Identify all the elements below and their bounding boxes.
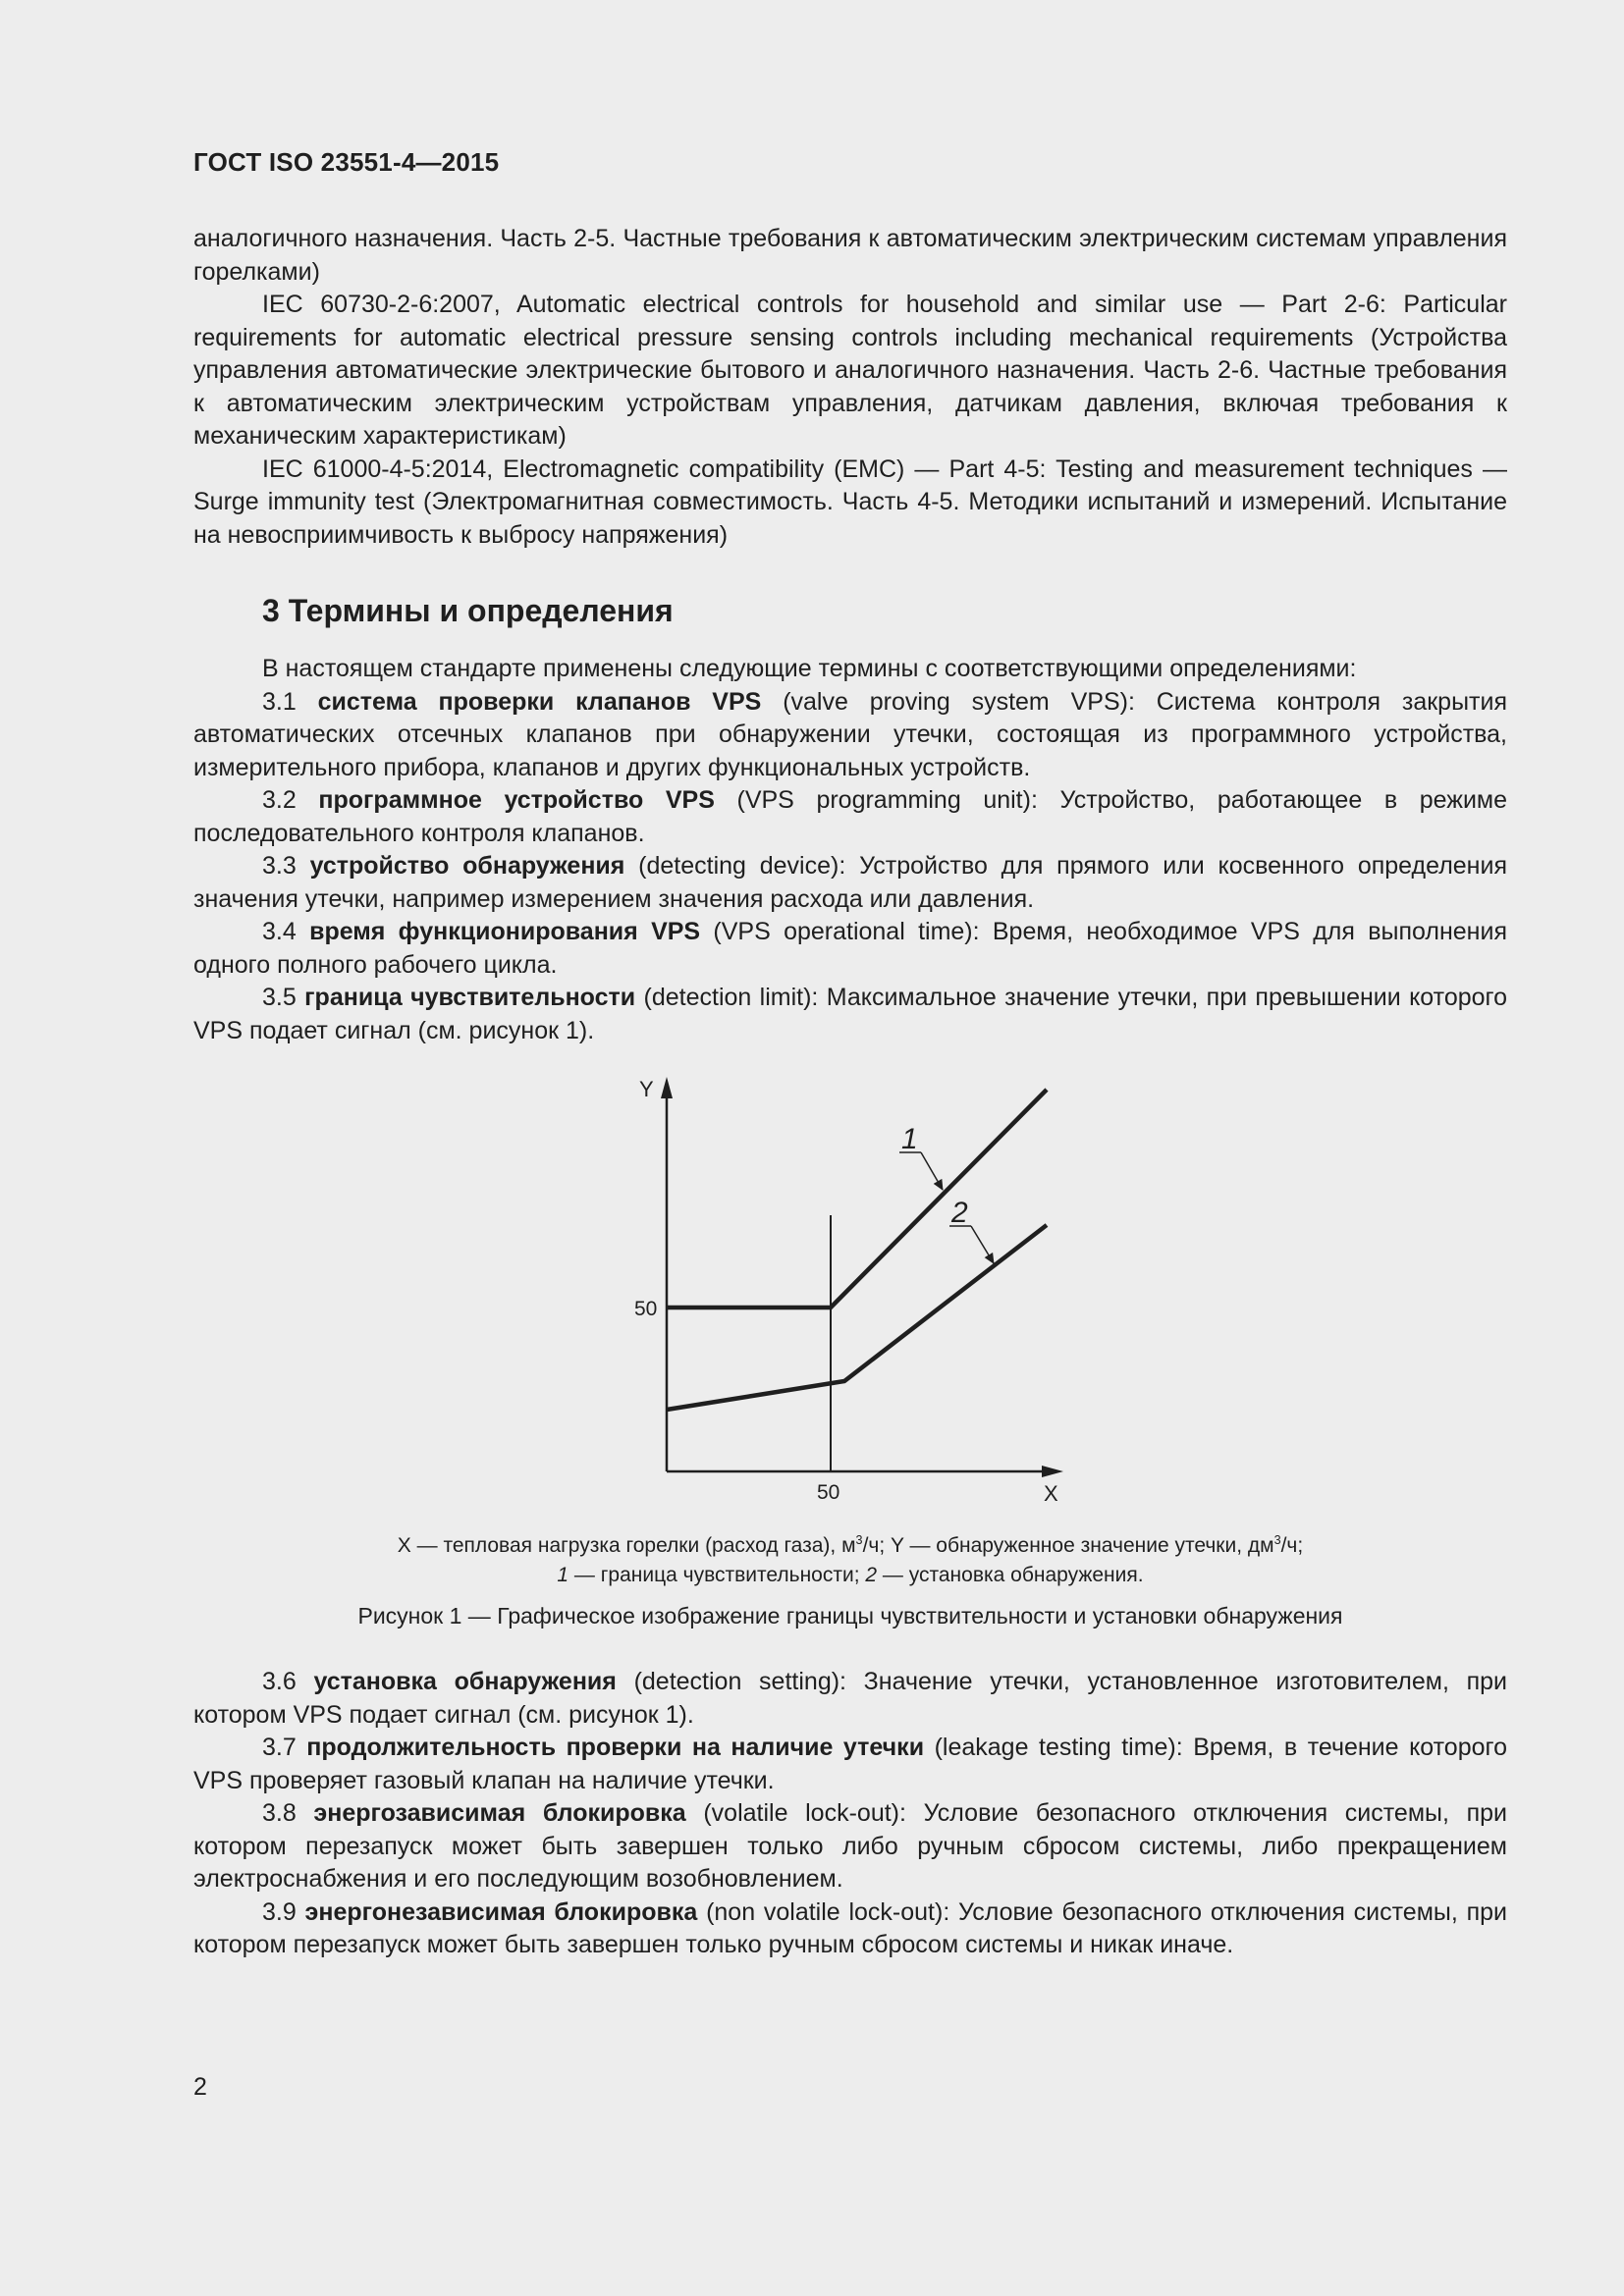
term-3-3: 3.3 устройство обнаружения (detecting device): Устройство для прямого или косвенного определения значения утечки, например измерением значения расхода или давления. — [193, 852, 1507, 913]
standard-header: ГОСТ ISO 23551-4—2015 — [193, 147, 500, 177]
page-number: 2 — [193, 2073, 207, 2101]
term-3-8: 3.8 энергозависимая блокировка (volatile lock-out): Условие безопасного отключения системы, при котором перезапуск может быть завершен только либо ручным сбросом системы, либо прекращением электроснабжения и его последующим возобновлением. — [193, 1799, 1507, 1893]
reference-paragraph: аналогичного назначения. Часть 2-5. Частные требования к автоматическим электрическим системам управления горелками) — [193, 225, 1507, 286]
term-3-6: 3.6 установка обнаружения (detection setting): Значение утечки, установленное изготовителем, при котором VPS подает сигнал (см. рисунок 1). — [193, 1668, 1507, 1729]
y-tick-50: 50 — [634, 1298, 658, 1320]
x-axis-label: X — [1044, 1481, 1058, 1506]
figure-legend — [193, 1531, 1507, 1590]
term-3-4: 3.4 время функционирования VPS (VPS operational time): Время, необходимое VPS для выполнения одного полного рабочего цикла. — [193, 918, 1507, 979]
figure-caption: Рисунок 1 — Графическое изображение границы чувствительности и установки обнаружения — [357, 1603, 1343, 1629]
term-3-7: 3.7 продолжительность проверки на наличие утечки (leakage testing time): Время, в течение которого VPS проверяет газовый клапан на наличие утечки. — [193, 1734, 1507, 1794]
y-axis-label: Y — [639, 1077, 654, 1101]
y-axis-arrow-icon — [661, 1077, 673, 1098]
term-3-2: 3.2 программное устройство VPS (VPS programming unit): Устройство, работающее в режиме последовательного контроля клапанов. — [193, 786, 1508, 847]
term-3-9: 3.9 энергонезависимая блокировка (non volatile lock-out): Условие безопасного отключения системы, при котором перезапуск может быть завершен только ручным сбросом системы и никак иначе. — [193, 1897, 1507, 1958]
term-3-1: 3.1 система проверки клапанов VPS (valve proving system VPS): Система контроля закрытия автоматических отсечных клапанов при обнаружении утечки, состоящая из программного устройства, измерительного прибора, клапанов и других функциональных устройств. — [193, 687, 1508, 781]
curve-2-label: 2 — [951, 1197, 968, 1229]
terms-block-a — [193, 653, 1507, 1047]
figure-1 — [0, 1065, 1624, 1507]
curve-2-detection-setting — [667, 1225, 1047, 1410]
reference-paragraph: IEC 61000-4-5:2014, Electromagnetic compatibility (EMC) — Part 4-5: Testing and measurement techniques — Surge immunity test (Электромагнитная совместимость. Часть 4-5. Методики испытаний и измерений. Испытание на невосприимчивость к выбросу напряжения) — [193, 454, 1507, 549]
label-2-leader — [971, 1226, 994, 1263]
label-1-leader — [921, 1152, 943, 1190]
x-axis-arrow-icon — [1042, 1466, 1063, 1477]
terms-block-b — [193, 1666, 1507, 1962]
x-tick-50: 50 — [817, 1481, 840, 1504]
curve-1-detection-limit — [667, 1090, 1047, 1308]
term-3-5: 3.5 граница чувствительности (detection limit): Максимальное значение утечки, при превышении которого VPS подает сигнал (см. рисунок 1). — [193, 984, 1508, 1044]
legend-line-1: X — тепловая нагрузка горелки (расход газа), $м^3/ч$; Y — обнаруженное значение утечки, $дм^3/ч$; — [397, 1533, 1304, 1557]
section-intro: В настоящем стандарте применены следующие термины с соответствующими определениями: — [262, 655, 1357, 682]
reference-paragraph: IEC 60730-2-6:2007, Automatic electrical controls for household and similar use — Part 2-6: Particular requirements for automatic electrical pressure sensing controls including mechanical requirements (Устройства управления автоматические электрические бытового и аналогичного назначения. Часть 2-6. Частные требования к автоматическим электрическим устройствам управления, датчикам давления, включая требования к механическим характеристикам) — [193, 291, 1507, 450]
section-title: 3 Термины и определения — [262, 593, 674, 628]
legend-line-2: 1 — граница чувствительности; 2 — установка обнаружения. — [557, 1564, 1144, 1586]
curve-1-label: 1 — [901, 1123, 918, 1155]
references-block — [193, 223, 1507, 552]
figure-graph — [0, 1065, 1624, 1507]
